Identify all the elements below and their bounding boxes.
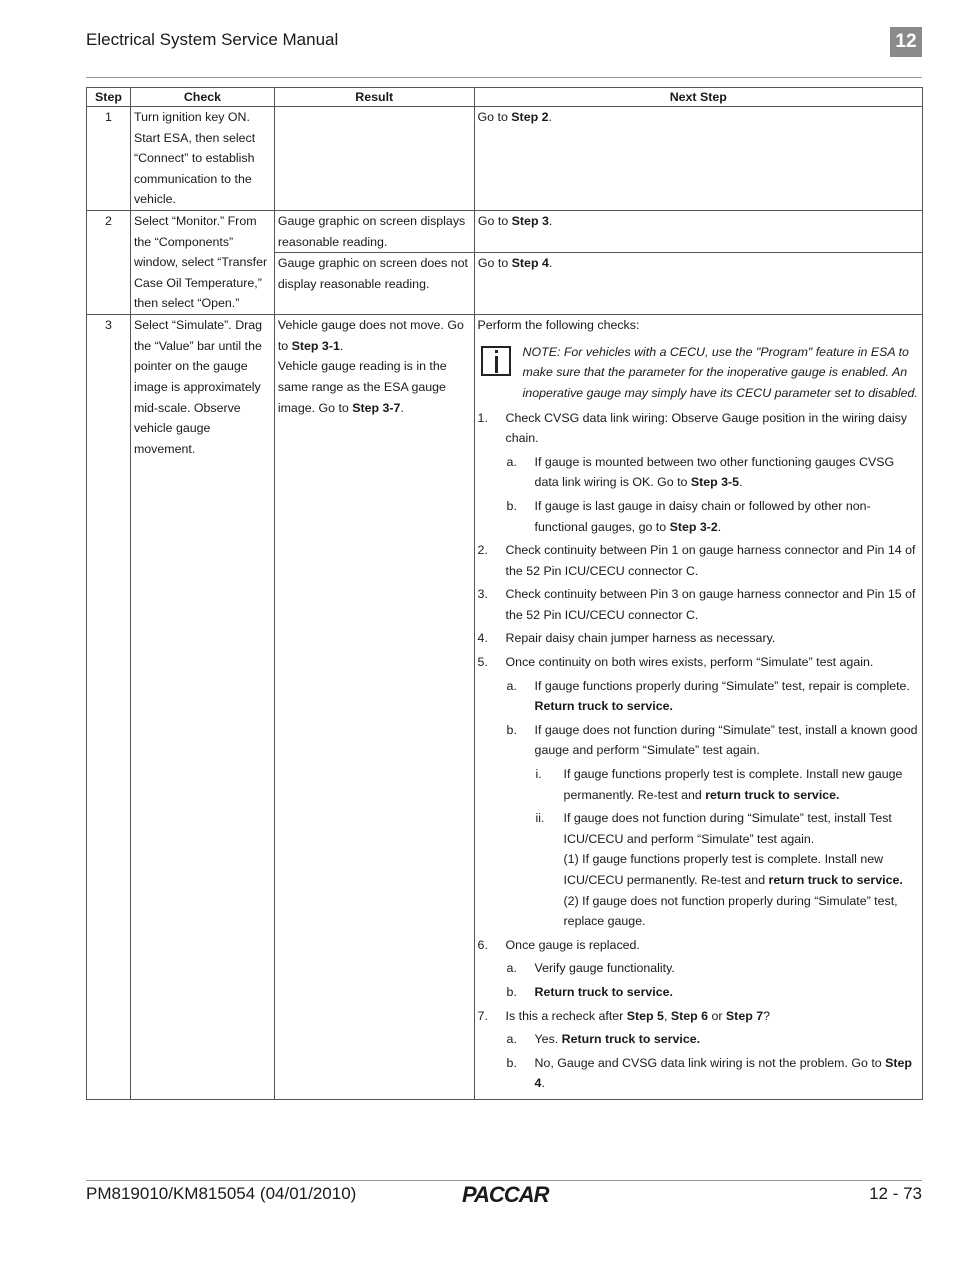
list-item: a. If gauge is mounted between two other functioning gauges CVSG data link wiring is OK. Go to Step 3-5. xyxy=(506,454,895,490)
list-item: 7. Is this a recheck after Step 5, Step 6 or Step 7? xyxy=(477,1008,771,1023)
list-item: b. If gauge does not function during “Simulate” test, install a known good gauge and perform “Simulate” test again. xyxy=(506,722,918,758)
next-step-text: Go to Step 2. xyxy=(474,107,922,211)
page-header-title: Electrical System Service Manual xyxy=(86,30,339,49)
note-text: NOTE: For vehicles with a CECU, use the "Program" feature in ESA to make sure that the parameter for the inoperative gauge is enabled. An inoperative gauge may simply have its CECU parameter set to disabled. xyxy=(522,344,918,400)
list-item: ii. If gauge does not function during “Simulate” test, install Test ICU/CECU and perform “Simulate” test again. (1) If gauge functions properly test is complete. Install new ICU/CECU permanently. Re-test and return truck to service. (2) If gauge does not function properly during “Simulate” test, replace gauge. xyxy=(535,811,903,929)
info-icon xyxy=(481,346,511,376)
list-item: 1. Check CVSG data link wiring: Observe Gauge position in the wiring daisy chain. xyxy=(477,410,908,446)
table-row xyxy=(87,315,923,1100)
table-row xyxy=(87,210,923,314)
list-item: 2. Check continuity between Pin 1 on gauge harness connector and Pin 14 of the 52 Pin ICU/CECU connector C. xyxy=(477,543,916,578)
header-step: Step xyxy=(87,88,131,107)
step-number: 1 xyxy=(87,107,131,211)
table-row xyxy=(87,107,923,211)
header-next-step: Next Step xyxy=(474,88,922,107)
step-number: 3 xyxy=(87,315,131,1100)
result-text: Gauge graphic on screen displays reasonable reading. xyxy=(275,211,475,253)
paccar-logo xyxy=(462,1183,568,1210)
list-item: b. If gauge is last gauge in daisy chain or followed by other non-functional gauges, go to Step 3-2. xyxy=(506,498,871,534)
troubleshooting-table xyxy=(86,87,923,1100)
result-text: Gauge graphic on screen does not display reasonable reading. xyxy=(275,253,475,315)
next-step-text: Go to Step 4. xyxy=(477,256,553,271)
intro-text: Perform the following checks: xyxy=(477,318,640,333)
list-item: 4. Repair daisy chain jumper harness as necessary. xyxy=(477,631,776,646)
logo-wordmark: PACCAR xyxy=(462,1183,549,1205)
list-item: b. Return truck to service. xyxy=(506,984,673,999)
header-check: Check xyxy=(130,88,274,107)
footer-doc-number: PM819010/KM815054 (04/01/2010) xyxy=(86,1184,357,1203)
result-text xyxy=(274,107,474,211)
footer-divider xyxy=(86,1180,922,1181)
list-item: 6. Once gauge is replaced. xyxy=(477,937,640,952)
list-item: a. Yes. Return truck to service. xyxy=(506,1032,701,1047)
list-item: 3. Check continuity between Pin 3 on gauge harness connector and Pin 15 of the 52 Pin ICU/CECU connector C. xyxy=(477,587,916,622)
list-item: b. No, Gauge and CVSG data link wiring is not the problem. Go to Step 4. xyxy=(506,1055,912,1091)
header-result: Result xyxy=(274,88,474,107)
list-item: i. If gauge functions properly test is complete. Install new gauge permanently. Re-test and return truck to service. xyxy=(535,767,903,802)
step-number: 2 xyxy=(87,210,131,314)
footer-page-number: 12 - 73 xyxy=(869,1184,922,1203)
list-item: 5. Once continuity on both wires exists, perform “Simulate” test again. xyxy=(477,655,874,670)
result-group xyxy=(274,210,922,314)
next-step-text xyxy=(474,315,922,1100)
next-step-text: Go to Step 3. xyxy=(474,211,922,253)
header-divider xyxy=(86,77,922,78)
list-item: a. If gauge functions properly during “Simulate” test, repair is complete. Return truck to service. xyxy=(506,678,910,714)
list-item: a. Verify gauge functionality. xyxy=(506,961,675,976)
chapter-badge: 12 xyxy=(890,27,922,57)
check-text: Select “Monitor.” From the “Components” window, select “Transfer Case Oil Temperature,” then select “Open.” xyxy=(130,210,274,314)
table-header-row xyxy=(87,88,923,107)
check-text: Turn ignition key ON. Start ESA, then select “Connect” to establish communication to the vehicle. xyxy=(130,107,274,211)
check-text: Select “Simulate”. Drag the “Value” bar until the pointer on the gauge image is approximately mid-scale. Observe vehicle gauge movement. xyxy=(130,315,274,1100)
result-text: Vehicle gauge does not move. Go to Step 3-1. Vehicle gauge reading is in the same range as the ESA gauge image. Go to Step 3-7. xyxy=(274,315,474,1100)
note-box xyxy=(478,342,919,404)
